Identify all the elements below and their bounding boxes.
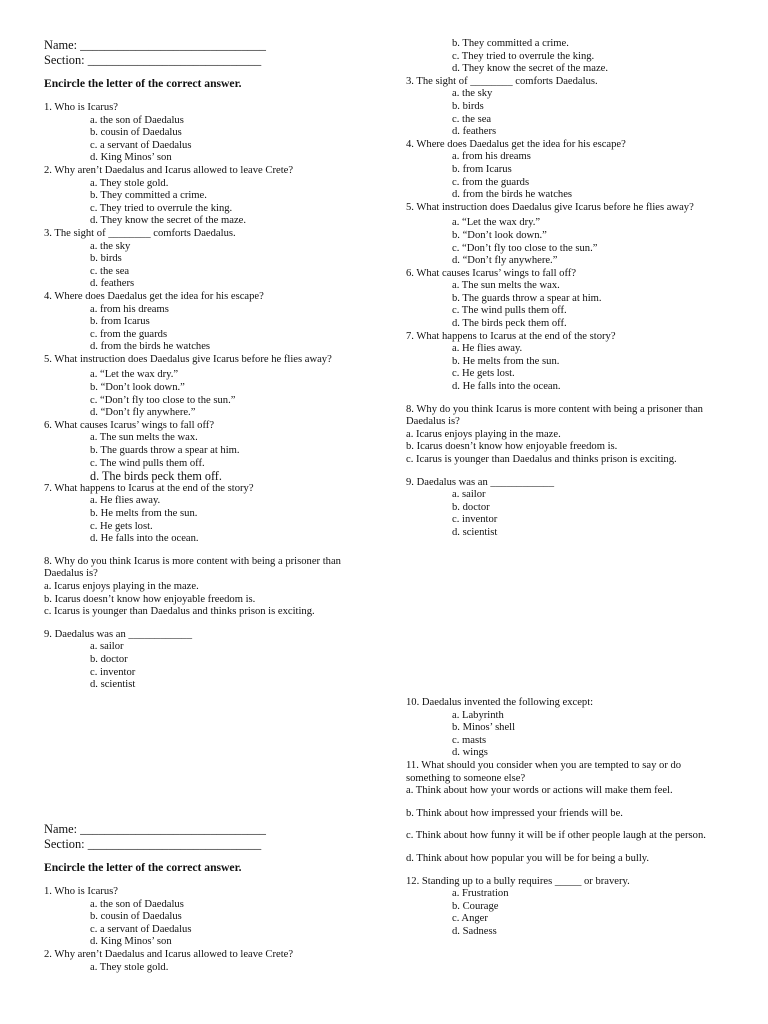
option-a: a. Icarus enjoys playing in the maze.: [44, 580, 199, 592]
option-c: c. masts: [452, 734, 487, 746]
option-b: b. doctor: [90, 653, 128, 665]
option-b: b. “Don’t look down.”: [452, 229, 547, 241]
option-d: d. He falls into the ocean.: [452, 381, 561, 393]
option-d: d. Sadness: [452, 925, 497, 937]
option-a: a. the sky: [452, 88, 493, 100]
option-b: b. from Icarus: [452, 163, 512, 175]
option-d: d. scientist: [452, 526, 498, 538]
option-a: a. He flies away.: [90, 495, 161, 507]
option-d: d. They know the secret of the maze.: [452, 63, 609, 75]
option-a: a. the son of Daedalus: [90, 898, 184, 910]
option-b: b. birds: [452, 100, 484, 112]
option-a: a. Think about how your words or actions will make them feel.: [406, 785, 673, 797]
question-6: [406, 268, 726, 331]
question-12: [406, 876, 726, 939]
section-field-label: Section: ____________________________: [44, 837, 262, 851]
left-column-top: [44, 38, 344, 692]
option-c: c. from the guards: [452, 176, 530, 188]
option-d: d. “Don’t fly anywhere.”: [90, 407, 196, 419]
option-b: b. He melts from the sun.: [90, 508, 198, 519]
option-a: a. Labyrinth: [452, 709, 504, 721]
option-a: a. sailor: [452, 489, 486, 501]
option-d: d. King Minos’ son: [90, 936, 172, 948]
option-c: c. the sea: [90, 265, 130, 277]
option-a: a. the sky: [90, 240, 131, 252]
option-c: c. He gets lost.: [452, 368, 515, 380]
option-c: c. “Don’t fly too close to the sun.”: [452, 242, 598, 254]
option-b: b. birds: [90, 253, 122, 265]
option-a: a. They stole gold.: [90, 177, 169, 189]
question-text: 10. Daedalus invented the following except:: [406, 697, 594, 708]
option-c: c. from the guards: [90, 328, 168, 340]
question-text: 6. What causes Icarus’ wings to fall off?: [406, 267, 577, 279]
question-10: [406, 697, 726, 760]
option-b: b. The guards throw a spear at him.: [90, 445, 240, 457]
question-5: [406, 202, 726, 268]
option-d: d. scientist: [90, 679, 136, 691]
question-3: [406, 76, 726, 139]
question-8: [44, 556, 344, 619]
option-d: d. The birds peck them off.: [452, 318, 567, 330]
option-d: d. feathers: [90, 278, 135, 290]
option-d: d. Think about how popular you will be for being a bully.: [406, 852, 650, 864]
option-d: d. wings: [452, 747, 488, 759]
question-9: [44, 629, 344, 692]
name-field-label: Name: ______________________________: [44, 822, 266, 836]
question-text: 3. The sight of ________ comforts Daedalus.: [406, 75, 598, 87]
option-c: c. inventor: [90, 666, 136, 678]
option-b: b. Minos’ shell: [452, 722, 516, 734]
option-c: c. Think about how funny it will be if other people laugh at the person.: [406, 830, 706, 842]
question-1: [44, 886, 344, 949]
question-text: 11. What should you consider when you are tempted to say or do something to someone else?: [406, 759, 682, 784]
option-a: a. Icarus enjoys playing in the maze.: [406, 428, 561, 440]
question-7: [44, 483, 344, 546]
question-text: 4. Where does Daedalus get the idea for his escape?: [406, 138, 626, 150]
question-2: [44, 165, 344, 228]
option-c: c. Anger: [452, 913, 488, 925]
option-b: b. cousin of Daedalus: [90, 127, 182, 139]
option-b: b. “Don’t look down.”: [90, 382, 185, 394]
question-text: 9. Daedalus was an ____________: [406, 476, 554, 488]
option-b: b. The guards throw a spear at him.: [452, 292, 602, 304]
question-text: 3. The sight of ________ comforts Daedalus.: [44, 227, 236, 239]
question-1: [44, 102, 344, 165]
question-text: 7. What happens to Icarus at the end of the story?: [44, 482, 254, 494]
option-a: a. They stole gold.: [90, 961, 169, 973]
right-column: [406, 38, 726, 540]
question-text: 5. What instruction does Daedalus give Icarus before he flies away?: [44, 353, 332, 365]
question-2: [44, 949, 344, 974]
question-text: 9. Daedalus was an ____________: [44, 628, 192, 640]
option-c: c. The wind pulls them off.: [452, 305, 567, 317]
option-b: b. He melts from the sun.: [452, 355, 560, 367]
question-text: 8. Why do you think Icarus is more content with being a prisoner than Daedalus is?: [44, 555, 341, 580]
option-d: d. King Minos’ son: [90, 152, 172, 164]
option-d: d. from the birds he watches: [452, 189, 573, 201]
option-a: a. the son of Daedalus: [90, 114, 184, 126]
option-a: a. “Let the wax dry.”: [452, 217, 541, 229]
instruction-heading: Encircle the letter of the correct answer.: [44, 861, 242, 874]
section-field-label: Section: ____________________________: [44, 53, 262, 67]
question-text: 12. Standing up to a bully requires _____ or bravery.: [406, 875, 630, 887]
option-b: b. Think about how impressed your friends will be.: [406, 807, 623, 819]
right-column-lower: [406, 697, 726, 939]
option-b: b. cousin of Daedalus: [90, 911, 182, 923]
question-text: 2. Why aren’t Daedalus and Icarus allowed to leave Crete?: [44, 164, 294, 176]
option-a: a. “Let the wax dry.”: [90, 369, 179, 381]
question-2-continued: [406, 38, 726, 76]
option-c: c. the sea: [452, 113, 492, 125]
option-c: c. They tried to overrule the king.: [452, 50, 595, 62]
question-3: [44, 228, 344, 291]
option-c: c. inventor: [452, 514, 498, 526]
question-text: 2. Why aren’t Daedalus and Icarus allowed to leave Crete?: [44, 948, 294, 960]
option-c: c. They tried to overrule the king.: [90, 202, 233, 214]
option-d: d. from the birds he watches: [90, 341, 211, 353]
name-field-label: Name: ______________________________: [44, 38, 266, 52]
option-d: d. “Don’t fly anywhere.”: [452, 255, 558, 267]
question-9: [406, 477, 726, 540]
option-c: c. a servant of Daedalus: [90, 139, 192, 151]
question-text: 4. Where does Daedalus get the idea for his escape?: [44, 290, 264, 302]
option-a: a. The sun melts the wax.: [90, 432, 198, 444]
option-a: a. from his dreams: [90, 303, 169, 315]
instruction-heading: Encircle the letter of the correct answer.: [44, 77, 242, 90]
question-text: 5. What instruction does Daedalus give Icarus before he flies away?: [406, 201, 694, 213]
option-c: c. He gets lost.: [90, 520, 153, 532]
option-b: b. They committed a crime.: [90, 190, 207, 202]
option-d: d. He falls into the ocean.: [90, 533, 199, 545]
option-a: a. The sun melts the wax.: [452, 280, 560, 292]
question-text: 6. What causes Icarus’ wings to fall off?: [44, 419, 215, 431]
option-a: a. Frustration: [452, 888, 509, 900]
option-c: c. a servant of Daedalus: [90, 923, 192, 935]
option-d: d. The birds peck them off.: [90, 469, 222, 484]
option-a: a. He flies away.: [452, 343, 523, 355]
question-8: [406, 404, 726, 467]
question-text: 7. What happens to Icarus at the end of the story?: [406, 330, 616, 342]
option-b: b. Icarus doesn’t know how enjoyable freedom is.: [44, 593, 256, 605]
left-column-bottom: [44, 822, 344, 974]
option-b: b. They committed a crime.: [452, 38, 569, 49]
question-text: 1. Who is Icarus?: [44, 886, 118, 897]
option-b: b. Courage: [452, 900, 499, 912]
question-4: [406, 139, 726, 202]
question-7: [406, 331, 726, 394]
option-a: a. from his dreams: [452, 151, 531, 163]
question-6: [44, 420, 344, 483]
option-b: b. doctor: [452, 501, 490, 513]
option-d: d. They know the secret of the maze.: [90, 215, 247, 227]
option-c: c. “Don’t fly too close to the sun.”: [90, 394, 236, 406]
question-text: 1. Who is Icarus?: [44, 102, 118, 113]
option-c: c. The wind pulls them off.: [90, 457, 205, 469]
option-d: d. feathers: [452, 126, 497, 138]
question-4: [44, 291, 344, 354]
option-b: b. from Icarus: [90, 316, 150, 328]
option-a: a. sailor: [90, 641, 124, 653]
option-c: c. Icarus is younger than Daedalus and thinks prison is exciting.: [44, 606, 315, 618]
option-b: b. Icarus doesn’t know how enjoyable freedom is.: [406, 441, 618, 453]
question-text: 8. Why do you think Icarus is more content with being a prisoner than Daedalus is?: [406, 403, 703, 428]
option-c: c. Icarus is younger than Daedalus and thinks prison is exciting.: [406, 454, 677, 465]
question-5: [44, 354, 344, 420]
question-11: [406, 760, 726, 866]
